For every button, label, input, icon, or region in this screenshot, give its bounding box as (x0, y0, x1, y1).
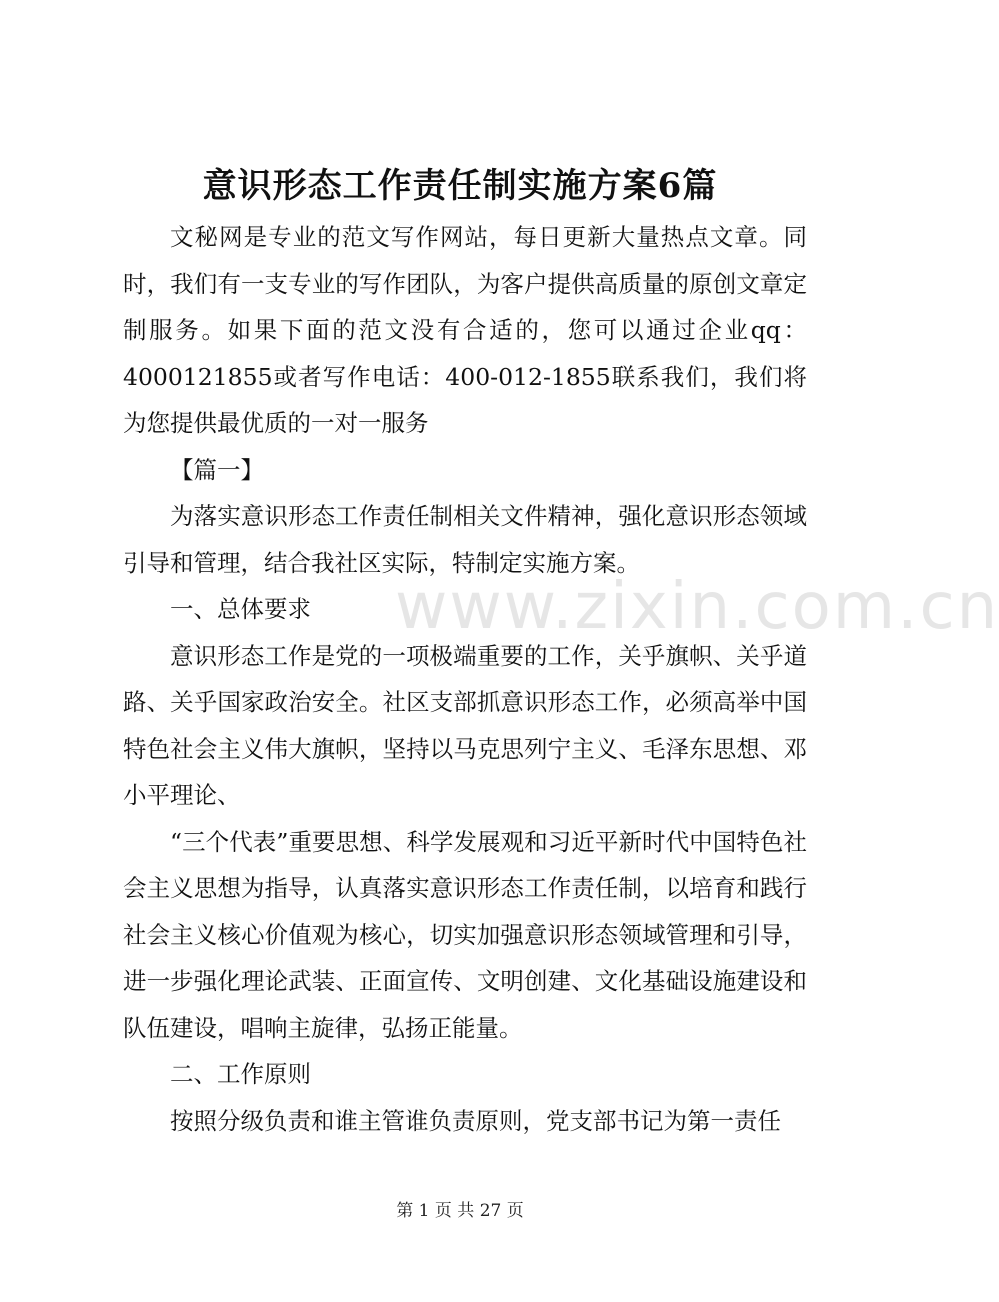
body-paragraph: 为落实意识形态工作责任制相关文件精神，强化意识形态领域引导和管理，结合我社区实际，特制定实施方案。 (123, 502, 807, 577)
document-title: 意识形态工作责任制实施方案6篇 (202, 166, 718, 206)
intro-paragraph: 文秘网是专业的范文写作网站，每日更新大量热点文章。同时，我们有一支专业的写作团队，为客户提供高质量的原创文章定制服务。如果下面的范文没有合适的，您可以通过企业qq：4000121855或者写作电话：400-012-1855联系我们，我们将为您提供最优质的一对一服务 (123, 223, 807, 437)
section-label: 【篇一】 (170, 455, 264, 484)
document-body (123, 214, 807, 1144)
body-paragraph: 按照分级负责和谁主管谁负责原则，党支部书记为第一责任 (170, 1106, 781, 1135)
section-heading: 二、工作原则 (170, 1060, 311, 1088)
watermark: www.zixin.com.cn (395, 570, 999, 644)
body-paragraph: “三个代表”重要思想、科学发展观和习近平新时代中国特色社会主义思想为指导，认真落实意识形态工作责任制，以培育和践行社会主义核心价值观为核心，切实加强意识形态领域管理和引导，进一步强化理论武装、正面宣传、文明创建、文化基础设施建设和队伍建设，唱响主旋律，弘扬正能量。 (123, 827, 807, 1042)
body-paragraph: 意识形态工作是党的一项极端重要的工作，关乎旗帜、关乎道路、关乎国家政治安全。社区支部抓意识形态工作，必须高举中国特色社会主义伟大旗帜，坚持以马克思列宁主义、毛泽东思想、邓小平理论、 (123, 641, 807, 809)
section-heading: 一、总体要求 (170, 595, 311, 623)
page-footer: 第 1 页 共 27 页 (396, 1201, 524, 1221)
